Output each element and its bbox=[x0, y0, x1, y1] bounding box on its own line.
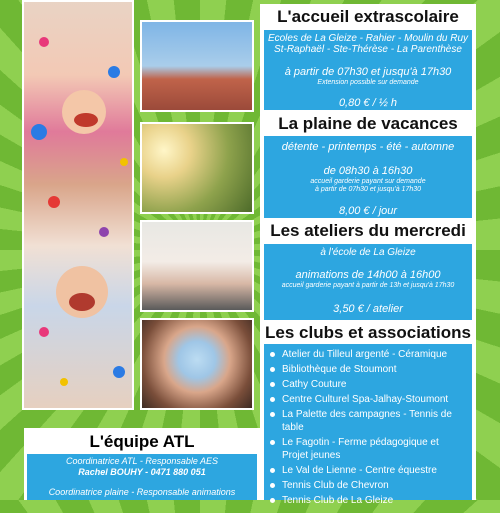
ateliers-title: Les ateliers du mercredi bbox=[270, 221, 466, 240]
bullet-icon bbox=[270, 397, 275, 402]
plaine-info bbox=[264, 136, 472, 218]
bullet-icon bbox=[270, 412, 275, 417]
club-name: Tennis Club de La Gleize bbox=[282, 495, 394, 506]
plaine-garderie-2: à partir de 07h30 et jusqu'à 17h30 bbox=[314, 186, 422, 193]
plaine-title: La plaine de vacances bbox=[278, 114, 458, 133]
kids-circle-photo bbox=[140, 318, 254, 410]
plaine-garderie-1: accueil garderie payant sur demande bbox=[310, 178, 426, 185]
list-item bbox=[270, 408, 466, 434]
club-name: Tennis Club de Chevron bbox=[282, 480, 389, 491]
team-info bbox=[27, 454, 257, 500]
team-panel bbox=[24, 428, 260, 500]
club-name: Cathy Couture bbox=[282, 379, 347, 390]
club-name: Bibliothèque de Stoumont bbox=[282, 364, 397, 375]
kids-sunset-photo bbox=[140, 122, 254, 214]
bullet-icon bbox=[270, 498, 275, 503]
accueil-panel bbox=[260, 4, 476, 114]
kids-painting-photo bbox=[140, 220, 254, 312]
team-name-1: Rachel BOUHY - 0471 880 051 bbox=[78, 467, 206, 477]
list-item bbox=[270, 479, 466, 492]
team-role-2: Coordinatrice plaine - Responsable animations bbox=[48, 487, 236, 497]
accueil-schools-2: St-Raphaël - Ste-Thérèse - La Parenthèse bbox=[274, 44, 462, 55]
accueil-extension: Extension possible sur demande bbox=[317, 79, 419, 86]
confetti-overlay bbox=[24, 2, 136, 412]
plaine-hours: de 08h30 à 16h30 bbox=[323, 165, 413, 177]
list-item bbox=[270, 363, 466, 376]
ateliers-price: 3,50 € / atelier bbox=[333, 303, 403, 315]
bullet-icon bbox=[270, 382, 275, 387]
club-name: Le Fagotin - Ferme pédagogique et Projet jeunes bbox=[282, 437, 439, 461]
accueil-info bbox=[264, 30, 472, 110]
club-name: Atelier du Tilleul argenté - Céramique bbox=[282, 349, 448, 360]
plaine-panel bbox=[260, 112, 476, 220]
club-name: La Palette des campagnes - Tennis de table bbox=[282, 409, 452, 433]
club-name: Le Val de Lienne - Centre équestre bbox=[282, 465, 437, 476]
kids-running-photo bbox=[140, 20, 254, 112]
ateliers-panel bbox=[260, 218, 476, 324]
list-item bbox=[270, 494, 466, 507]
accueil-hours: à partir de 07h30 et jusqu'à 17h30 bbox=[284, 66, 452, 78]
clubs-list bbox=[264, 344, 472, 513]
plaine-seasons: détente - printemps - été - automne bbox=[281, 141, 455, 153]
ateliers-info bbox=[264, 244, 472, 320]
plaine-price: 8,00 € / jour bbox=[338, 205, 398, 217]
list-item bbox=[270, 464, 466, 477]
accueil-title: L'accueil extrascolaire bbox=[277, 7, 459, 26]
clubs-panel bbox=[260, 322, 476, 506]
bullet-icon bbox=[270, 468, 275, 473]
team-role-1: Coordinatrice ATL - Responsable AES bbox=[65, 456, 219, 466]
list-item bbox=[270, 436, 466, 462]
bullet-icon bbox=[270, 352, 275, 357]
list-item bbox=[270, 393, 466, 406]
bullet-icon bbox=[270, 367, 275, 372]
list-item bbox=[270, 348, 466, 361]
bullet-icon bbox=[270, 440, 275, 445]
children-party-photo bbox=[22, 0, 134, 410]
bullet-icon bbox=[270, 483, 275, 488]
ateliers-place: à l'école de La Gleize bbox=[320, 247, 416, 258]
list-item bbox=[270, 378, 466, 391]
club-name: Centre Culturel Spa-Jalhay-Stoumont bbox=[282, 394, 449, 405]
team-title: L'équipe ATL bbox=[89, 432, 195, 451]
ateliers-hours: animations de 14h00 à 16h00 bbox=[295, 269, 441, 281]
ateliers-garderie: accueil garderie payant à partir de 13h et jusqu'à 17h30 bbox=[281, 282, 455, 289]
clubs-title: Les clubs et associations bbox=[265, 323, 471, 342]
clubs-info bbox=[264, 344, 472, 506]
accueil-schools-1: Ecoles de La Gleize - Rahier - Moulin du Ruy bbox=[267, 33, 469, 44]
accueil-price: 0,80 € / ½ h bbox=[338, 97, 398, 109]
